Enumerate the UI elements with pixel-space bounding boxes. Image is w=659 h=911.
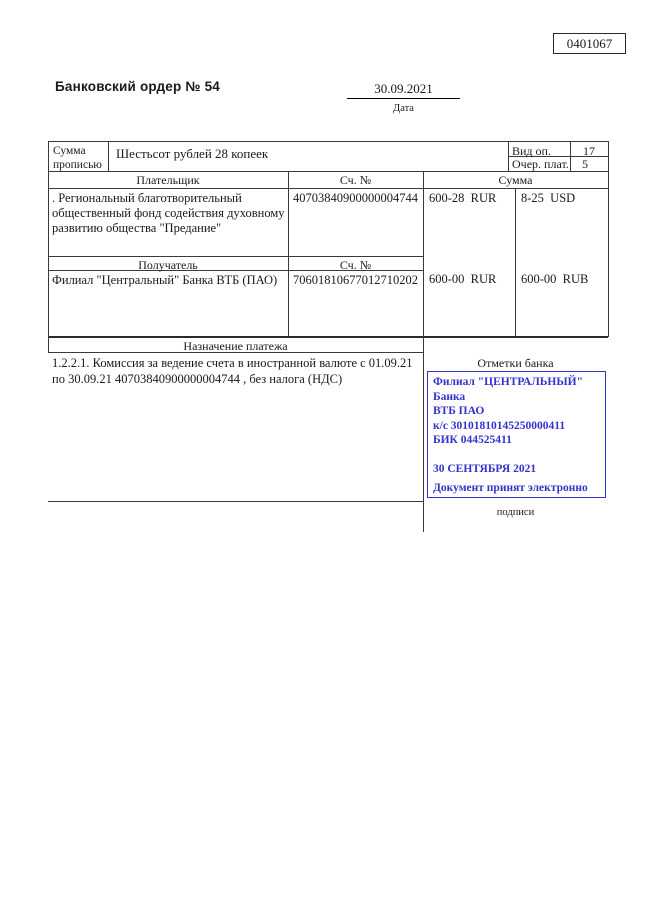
table-border-top — [48, 141, 608, 142]
stamp-bank-name-line2: ВТБ ПАО — [433, 405, 485, 417]
recipient-amount-rur: 600-00 RUR — [429, 272, 497, 286]
amount-words-divider — [108, 141, 109, 171]
currency-column-divider — [515, 188, 516, 336]
bank-marks-header: Отметки банка — [477, 356, 554, 370]
stamp-date: 30 СЕНТЯБРЯ 2021 — [433, 463, 537, 475]
stamp-corr-account: к/с 30101810145250000411 — [433, 419, 566, 432]
signatures-label: подписи — [496, 507, 535, 518]
bank-stamp — [427, 371, 606, 498]
purpose-text: 1.2.2.1. Комиссия за ведение счета в иностранной валюте с 01.09.21 по 30.09.21 40703840900000004744 , без налога (НДС) — [52, 356, 416, 386]
op-type-label: Вид оп. — [512, 144, 551, 158]
op-type-left-divider — [508, 141, 509, 171]
payer-name: . Региональный благотворительный общественный фонд содействия духовному развитию общества "Предание" — [52, 191, 288, 235]
op-type-value: 17 — [583, 144, 595, 158]
purpose-cell-bottom-line — [48, 501, 424, 502]
date-value: 30.09.2021 — [374, 81, 433, 96]
payer-amount-rur: 600-28 RUR — [429, 191, 497, 205]
recipient-account: 70601810677012710202 — [293, 273, 418, 287]
purpose-section-top-line — [48, 336, 608, 338]
form-code: 0401067 — [566, 36, 613, 51]
payer-header-bottom-line — [48, 188, 608, 189]
stamp-spacer — [433, 448, 600, 463]
payer-account-column-header: Сч. № — [339, 173, 372, 187]
payment-priority-label: Очер. плат. — [512, 157, 569, 171]
payment-priority-value: 5 — [582, 157, 588, 171]
payer-amount-usd: 8-25 USD — [521, 191, 576, 205]
form-code-box — [553, 33, 626, 54]
recipient-column-header: Получатель — [138, 258, 198, 272]
stamp-bik: БИК 044525411 — [433, 434, 512, 446]
document-title: Банковский ордер № 54 — [55, 79, 221, 94]
stamp-bank-name-line1: Филиал "ЦЕНТРАЛЬНЫЙ" Банка — [433, 376, 586, 403]
amount-words-label: Сумма прописью — [53, 145, 102, 171]
table-border-right — [608, 141, 609, 337]
amount-column-left-divider — [423, 171, 424, 532]
payer-column-header: Плательщик — [136, 173, 200, 187]
date-underline — [347, 98, 460, 99]
payer-account: 40703840900000004744 — [293, 191, 418, 205]
recipient-account-column-header: Сч. № — [339, 258, 372, 272]
amount-words-value: Шестьсот рублей 28 копеек — [116, 146, 269, 161]
amount-column-header: Сумма — [498, 173, 533, 187]
date-label: Дата — [393, 103, 414, 114]
payer-row-bottom-line — [48, 256, 423, 257]
recipient-amount-rub: 600-00 RUB — [521, 272, 589, 286]
stamp-footer: Документ принят электронно — [433, 481, 588, 494]
recipient-name: Филиал "Центральный" Банка ВТБ (ПАО) — [52, 273, 278, 287]
purpose-header: Назначение платежа — [183, 339, 288, 353]
